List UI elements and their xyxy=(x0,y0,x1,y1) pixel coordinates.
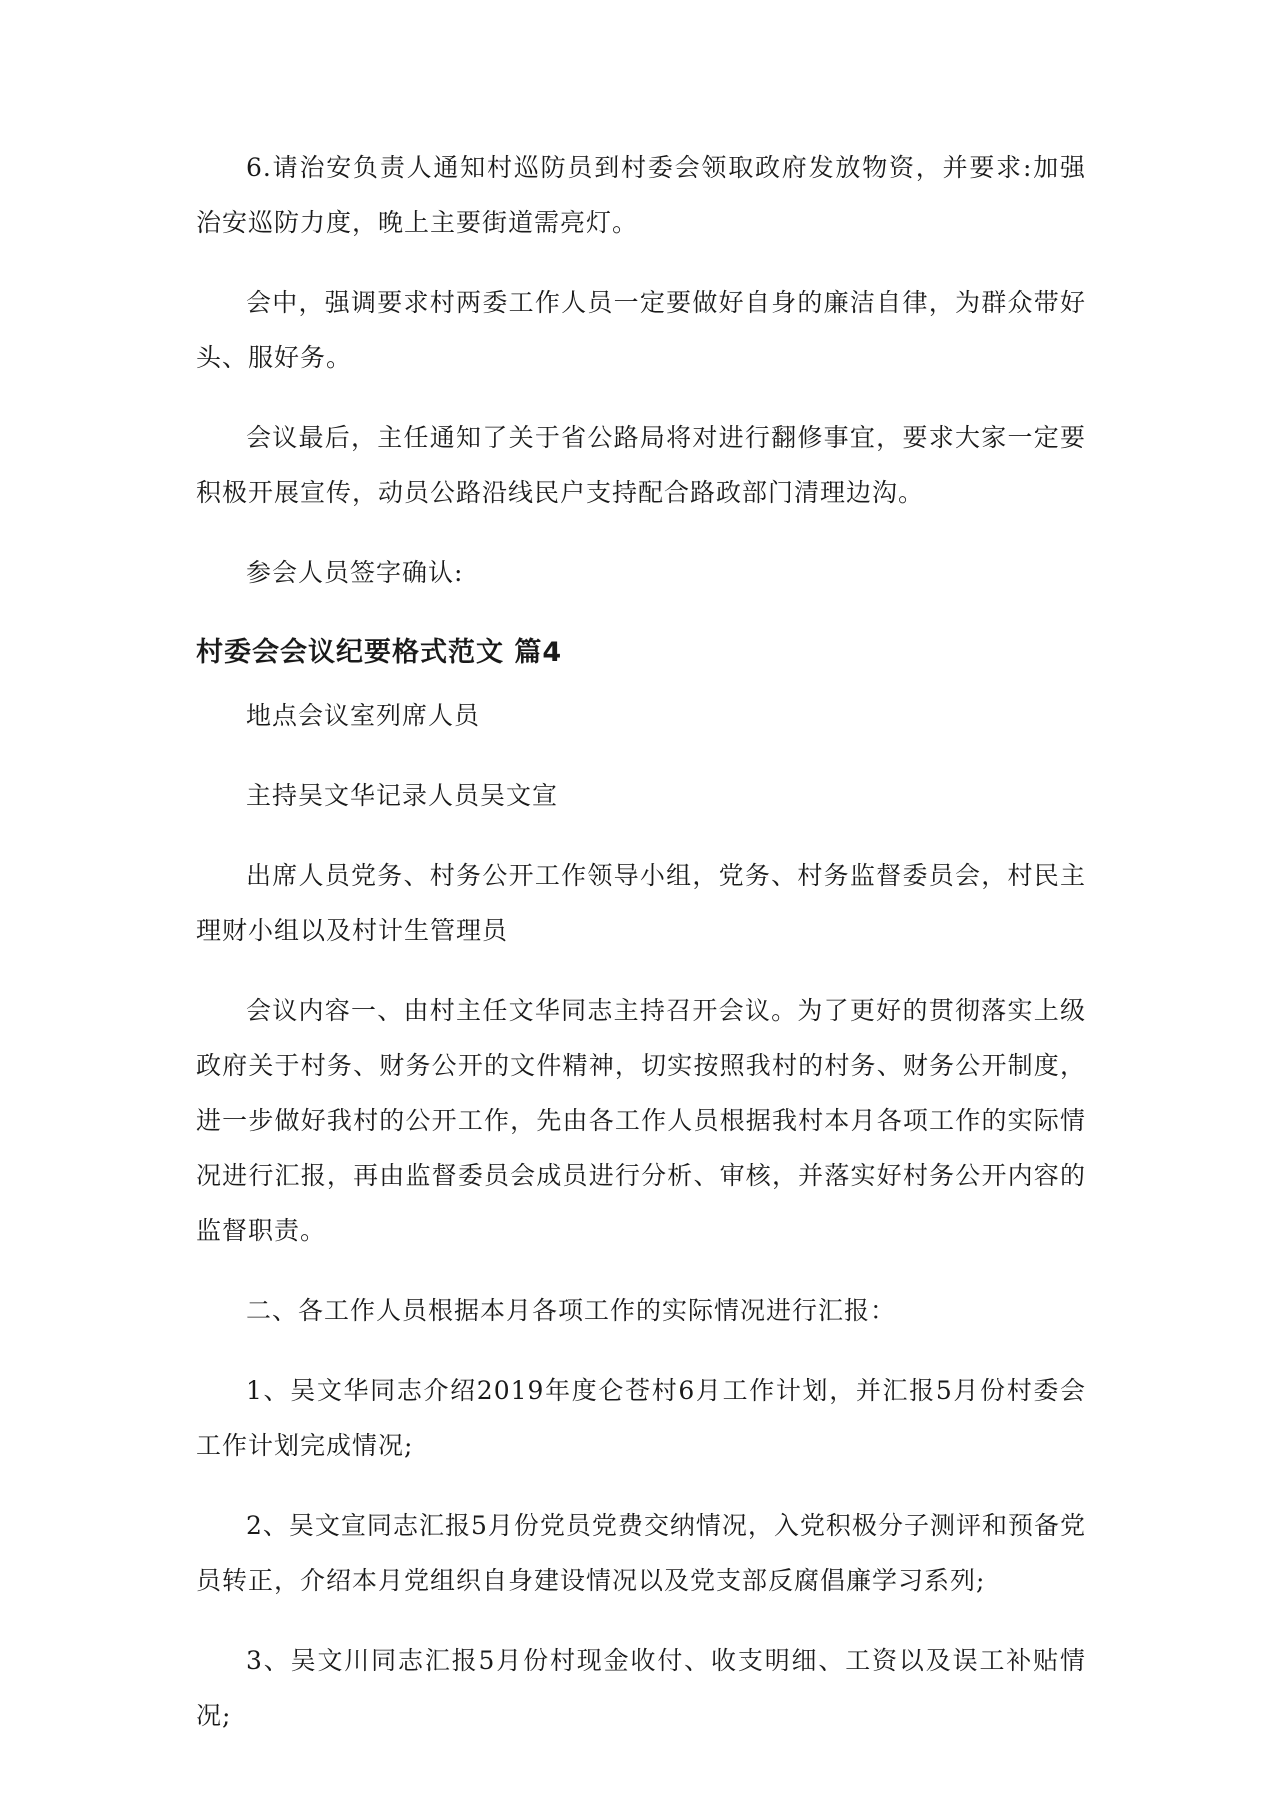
paragraph-meeting-content: 会议内容一、由村主任文华同志主持召开会议。为了更好的贯彻落实上级政府关于村务、财务公开的文件精神，切实按照我村的村务、财务公开制度，进一步做好我村的公开工作，先由各工作人员根据我村本月各项工作的实际情况进行汇报，再由监督委员会成员进行分析、审核，并落实好村务公开内容的监督职责。 xyxy=(196,996,1086,1245)
paragraph-gap xyxy=(196,520,1086,545)
paragraph-gap xyxy=(196,385,1086,410)
paragraph-gap xyxy=(196,680,1086,688)
paragraph-report-2: 2、吴文宣同志汇报5月份党员党费交纳情况，入党积极分子测评和预备党员转正，介绍本月党组织自身建设情况以及党支部反腐倡廉学习系列; xyxy=(196,1511,1086,1595)
paragraph-gap xyxy=(196,823,1086,848)
paragraph-gap xyxy=(196,1608,1086,1633)
paragraph-attendees: 出席人员党务、村务公开工作领导小组，党务、村务监督委员会，村民主理财小组以及村计生管理员 xyxy=(196,861,1086,945)
paragraph-gap xyxy=(196,1473,1086,1498)
paragraph-reports-intro: 二、各工作人员根据本月各项工作的实际情况进行汇报： xyxy=(246,1296,897,1325)
paragraph-gap xyxy=(196,1338,1086,1363)
paragraph-location: 地点会议室列席人员 xyxy=(246,701,481,730)
paragraph-report-3: 3、吴文川同志汇报5月份村现金收付、收支明细、工资以及误工补贴情况; xyxy=(196,1646,1086,1730)
paragraph-gap xyxy=(196,250,1086,275)
paragraph-gap xyxy=(196,743,1086,768)
paragraph-gap xyxy=(196,600,1086,625)
paragraph-gap xyxy=(196,1258,1086,1283)
paragraph-host: 主持吴文华记录人员吴文宣 xyxy=(246,781,559,810)
paragraph-security-notice: 6.请治安负责人通知村巡防员到村委会领取政府发放物资，并要求:加强治安巡防力度，晚上主要街道需亮灯。 xyxy=(196,153,1086,237)
document-page xyxy=(196,140,1086,1743)
paragraph-integrity: 会中，强调要求村两委工作人员一定要做好自身的廉洁自律，为群众带好头、服好务。 xyxy=(196,288,1086,372)
section-heading: 村委会会议纪要格式范文 篇4 xyxy=(196,637,563,668)
paragraph-report-1: 1、吴文华同志介绍2019年度仑苍村6月工作计划，并汇报5月份村委会工作计划完成情况; xyxy=(196,1376,1086,1460)
paragraph-gap xyxy=(196,958,1086,983)
paragraph-road-repair: 会议最后，主任通知了关于省公路局将对进行翻修事宜，要求大家一定要积极开展宣传，动员公路沿线民户支持配合路政部门清理边沟。 xyxy=(196,423,1086,507)
paragraph-signature: 参会人员签字确认: xyxy=(246,558,464,587)
